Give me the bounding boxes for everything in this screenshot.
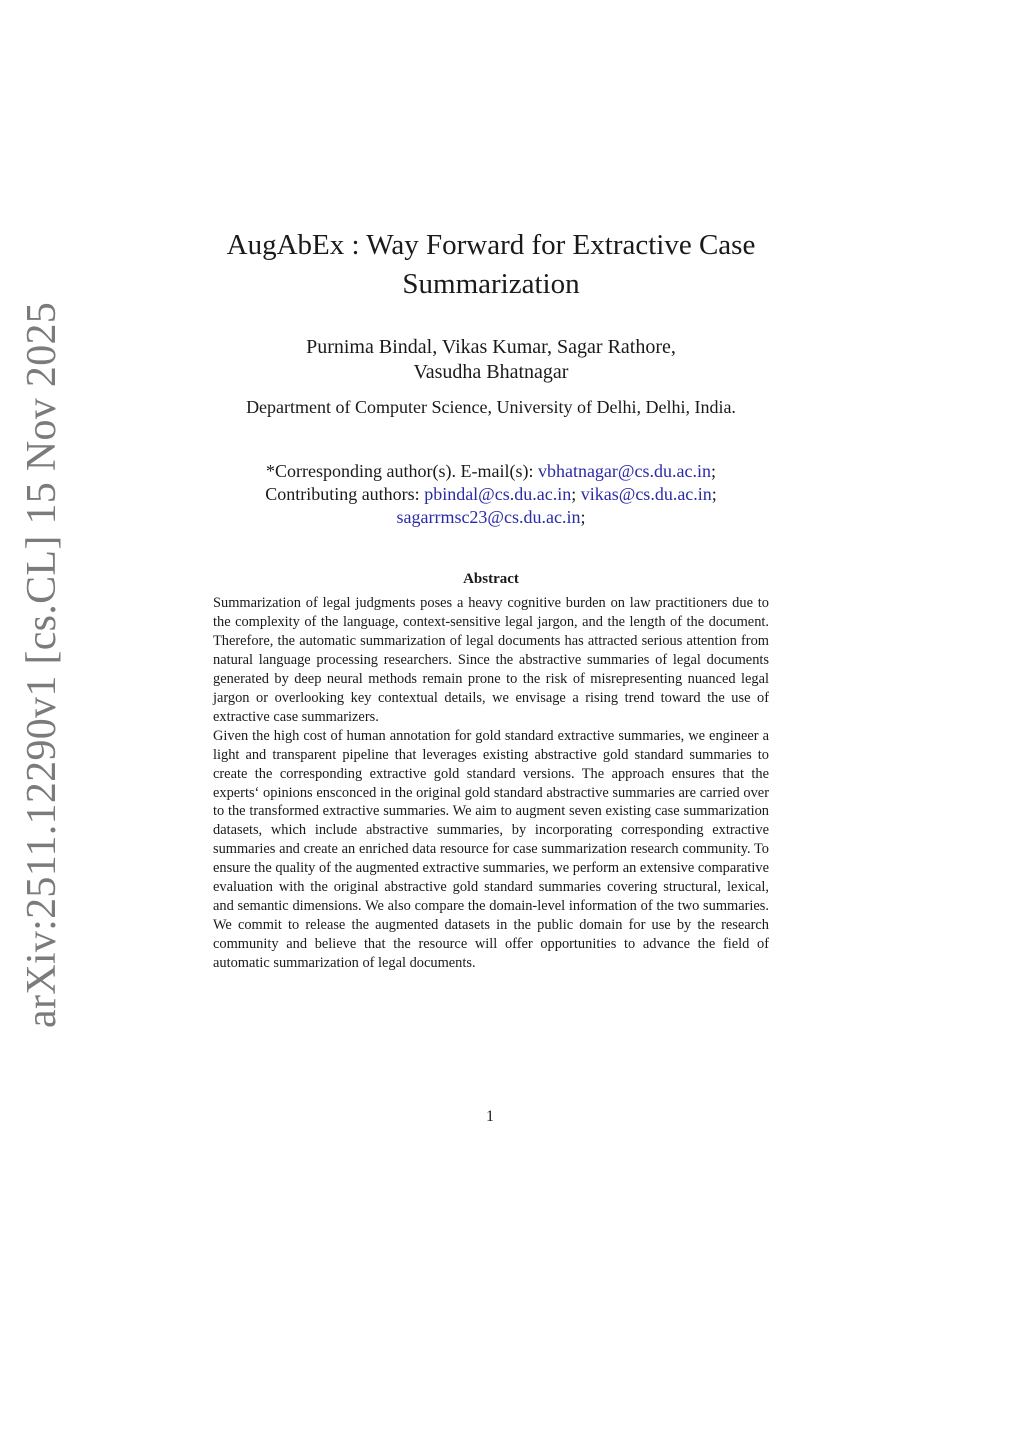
contributing-authors-line <box>191 483 791 506</box>
author-list-line-2: Vasudha Bhatnagar <box>413 361 569 383</box>
abstract-paragraph-2: Given the high cost of human annotation for gold standard extractive summaries, we engineer a light and transparent pipeline that leverages existing abstractive gold standard summaries to create the corresponding extractive gold standard versions. The approach ensures that the experts‘ opinions ensconced in the original gold standard abstractive summaries are carried over to the transformed extractive summaries. We aim to augment seven existing case summarization datasets, which include abstractive summaries, by incorporating corresponding extractive summaries and create an enriched data resource for case summarization research community. To ensure the quality of the augmented extractive summaries, we perform an extensive comparative evaluation with the original abstractive gold standard summaries covering structural, lexical, and semantic dimensions. We also compare the domain-level information of the two summaries. We commit to release the augmented datasets in the public domain for use by the research community and believe that the resource will offer opportunities to advance the field of automatic summarization of legal documents. <box>213 727 769 972</box>
paper-title-line-2: Summarization <box>402 268 580 300</box>
separator: ; <box>711 484 717 504</box>
abstract-paragraph-1: Summarization of legal judgments poses a heavy cognitive burden on law practitioners due to the complexity of the language, context-sensitive legal jargon, and the length of the document. Therefore, the automatic summarization of legal documents has attracted serious attention from natural language processing researchers. Since the abstractive summaries of legal documents generated by deep neural methods remain prone to the risk of misrepresenting nuanced legal jargon or overlooking key contextual details, we envisage a rising trend toward the use of extractive case summarizers. <box>213 595 769 725</box>
separator: ; <box>571 484 581 504</box>
corresponding-author-line <box>191 460 791 483</box>
contributing-authors-line-2 <box>191 506 791 529</box>
page-number: 1 <box>486 1108 494 1125</box>
contributing-email-link-1[interactable]: pbindal@cs.du.ac.in <box>424 484 572 504</box>
affiliation: Department of Computer Science, University of Delhi, Delhi, India. <box>246 397 736 417</box>
author-list <box>191 335 791 385</box>
paper-title <box>191 226 791 304</box>
contributing-authors-label: Contributing authors: <box>265 484 425 504</box>
separator: ; <box>580 507 586 527</box>
abstract-heading: Abstract <box>463 571 519 587</box>
author-list-line-1: Purnima Bindal, Vikas Kumar, Sagar Rathore, <box>306 336 676 358</box>
corresponding-author-label: *Corresponding author(s). E-mail(s): <box>266 461 538 481</box>
abstract-body <box>213 594 769 973</box>
paper-title-line-1: AugAbEx : Way Forward for Extractive Case <box>226 229 756 261</box>
correspondence-block <box>191 460 791 529</box>
contributing-email-link-3[interactable]: sagarrmsc23@cs.du.ac.in <box>396 507 581 527</box>
separator: ; <box>710 461 716 481</box>
corresponding-email-link[interactable]: vbhatnagar@cs.du.ac.in <box>537 461 711 481</box>
arxiv-identifier-text: arXiv:2511.12290v1 [cs.CL] 15 Nov 2025 <box>19 301 65 1028</box>
contributing-email-link-2[interactable]: vikas@cs.du.ac.in <box>580 484 712 504</box>
